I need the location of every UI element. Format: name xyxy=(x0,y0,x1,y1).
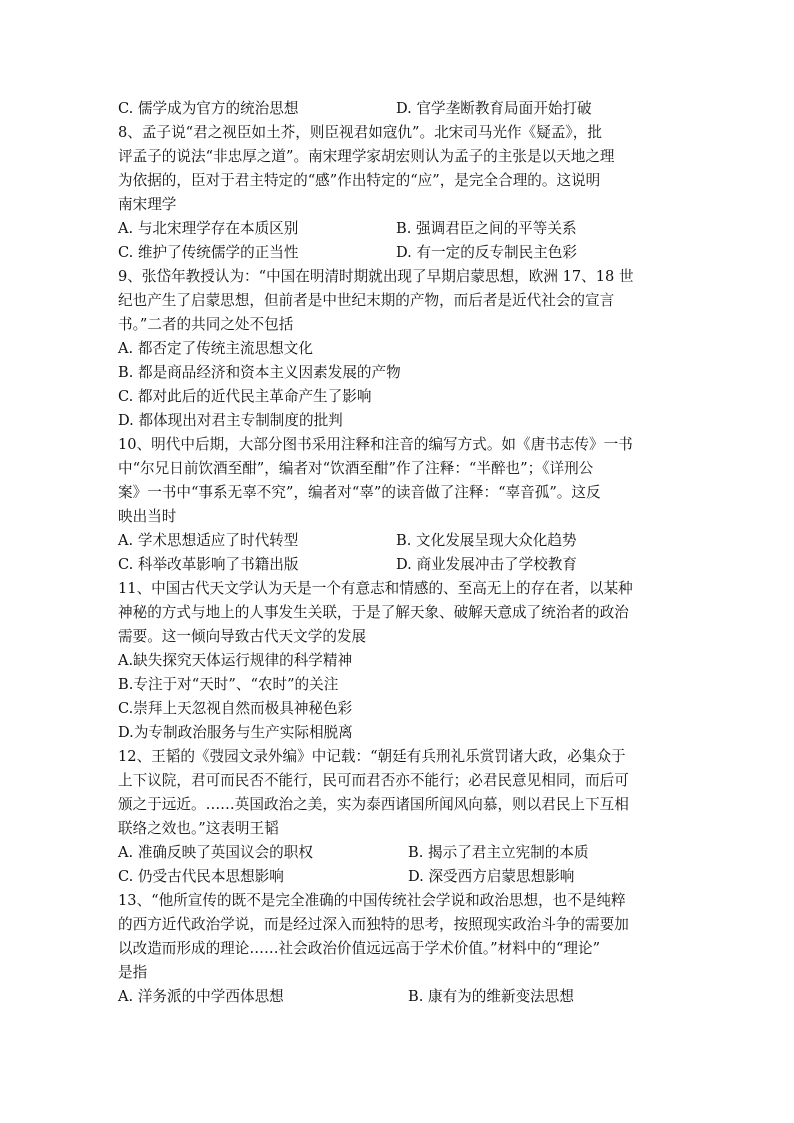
q12-option-a[interactable]: A. 准确反映了英国议会的职权 xyxy=(118,844,313,861)
q8-option-b[interactable]: B. 强调君臣之间的平等关系 xyxy=(396,220,577,237)
q13-stem-line: 的西方近代政治学说，而是经过深入而独特的思考，按照现实政治斗争的需要加 xyxy=(118,916,629,933)
q9-option-b[interactable]: B. 都是商品经济和资本主义因素发展的产物 xyxy=(118,364,401,381)
q7-option-c[interactable]: C. 儒学成为官方的统治思想 xyxy=(118,100,299,117)
q9-stem-line: 9、张岱年教授认为：“中国在明清时期就出现了早期启蒙思想，欧洲 17、18 世 xyxy=(118,268,634,285)
q10-stem-line: 案》一书中“事系无辜不究”，编者对“辜”的读音做了注释：“辜音孤”。这反 xyxy=(118,484,601,501)
q9-option-d[interactable]: D. 都体现出对君主专制制度的批判 xyxy=(118,412,343,429)
q12-stem-line: 联络之效也。”这表明王韬 xyxy=(118,820,279,837)
q8-option-a[interactable]: A. 与北宋理学存在本质区别 xyxy=(118,220,299,237)
q8-option-c[interactable]: C. 维护了传统儒学的正当性 xyxy=(118,244,299,261)
q8-options-row-ab xyxy=(118,217,678,241)
q9-stem-line: 纪也产生了启蒙思想，但前者是中世纪末期的产物，而后者是近代社会的宣言 xyxy=(118,292,615,309)
q8-stem-line: 南宋理学 xyxy=(118,196,177,213)
q10-stem-line: 映出当时 xyxy=(118,508,177,525)
question-12 xyxy=(118,745,678,889)
q11-option-a[interactable]: A.缺失探究天体运行规律的科学精神 xyxy=(118,652,353,669)
q8-stem-line: 为依据的，臣对于君主特定的“感”作出特定的“应”，是完全合理的。这说明 xyxy=(118,172,601,189)
q7-options-row-cd xyxy=(118,97,678,121)
q10-stem-line: 10、明代中后期，大部分图书采用注释和注音的编写方式。如《唐书志传》一书 xyxy=(118,436,633,453)
q12-option-d[interactable]: D. 深受西方启蒙思想影响 xyxy=(408,868,575,885)
q13-options-row-ab xyxy=(118,985,678,1009)
q11-option-c[interactable]: C.崇拜上天忽视自然而极具神秘色彩 xyxy=(118,700,353,717)
q10-options-row-ab xyxy=(118,529,678,553)
q12-option-b[interactable]: B. 揭示了君主立宪制的本质 xyxy=(408,844,589,861)
q12-option-c[interactable]: C. 仍受古代民本思想影响 xyxy=(118,868,284,885)
q13-stem-line: 13、“他所宣传的既不是完全准确的中国传统社会学说和政治思想，也不是纯粹 xyxy=(118,892,626,909)
question-11 xyxy=(118,577,678,745)
q10-stem-line: 中“尔兄日前饮酒至酣”，编者对“饮酒至酣”作了注释：“半醉也”；《详刑公 xyxy=(118,460,594,477)
q10-option-c[interactable]: C. 科举改革影响了书籍出版 xyxy=(118,556,299,573)
question-list xyxy=(118,97,678,1009)
q8-stem-line: 8、孟子说“君之视臣如土芥，则臣视君如寇仇”。北宋司马光作《疑孟》，批 xyxy=(118,124,602,141)
q10-option-a[interactable]: A. 学术思想适应了时代转型 xyxy=(118,532,299,549)
question-13 xyxy=(118,889,678,1009)
q7-option-d[interactable]: D. 官学垄断教育局面开始打破 xyxy=(396,100,592,117)
q10-option-b[interactable]: B. 文化发展呈现大众化趋势 xyxy=(396,532,577,549)
q9-stem-line: 书。”二者的共同之处不包括 xyxy=(118,316,294,333)
q13-option-b[interactable]: B. 康有为的维新变法思想 xyxy=(408,988,574,1005)
q10-option-d[interactable]: D. 商业发展冲击了学校教育 xyxy=(396,556,577,573)
q9-option-c[interactable]: C. 都对此后的近代民主革命产生了影响 xyxy=(118,388,372,405)
q11-option-b[interactable]: B.专注于对“天时”、“农时”的关注 xyxy=(118,676,339,693)
q12-options-row-ab xyxy=(118,841,678,865)
q9-option-a[interactable]: A. 都否定了传统主流思想文化 xyxy=(118,340,313,357)
question-8 xyxy=(118,121,678,265)
q13-stem-line: 以改造而形成的理论……社会政治价值远远高于学术价值。”材料中的“理论” xyxy=(118,940,601,957)
q11-option-d[interactable]: D.为专制政治服务与生产实际相脱离 xyxy=(118,724,353,741)
q12-stem-line: 颁之于远近。……英国政治之美，实为泰西诸国所闻风向慕，则以君民上下互相 xyxy=(118,796,629,813)
q11-stem-line: 11、中国古代天文学认为天是一个有意志和情感的、至高无上的存在者，以某种 xyxy=(118,580,633,597)
question-10 xyxy=(118,433,678,577)
q8-option-d[interactable]: D. 有一定的反专制民主色彩 xyxy=(396,244,577,261)
q13-stem-line: 是指 xyxy=(118,964,148,981)
q12-stem-line: 上下议院，君可而民否不能行，民可而君否亦不能行；必君民意见相同，而后可 xyxy=(118,772,629,789)
q11-stem-line: 需要。这一倾向导致古代天文学的发展 xyxy=(118,628,367,645)
q13-option-a[interactable]: A. 洋务派的中学西体思想 xyxy=(118,988,284,1005)
question-9 xyxy=(118,265,678,433)
q8-stem-line: 评孟子的说法“非忠厚之道”。南宋理学家胡宏则认为孟子的主张是以天地之理 xyxy=(118,148,615,165)
q12-stem-line: 12、王韬的《弢园文录外编》中记载：“朝廷有兵刑礼乐赏罚诸大政，必集众于 xyxy=(118,748,626,765)
q10-options-row-cd xyxy=(118,553,678,577)
q12-options-row-cd xyxy=(118,865,678,889)
q11-stem-line: 神秘的方式与地上的人事发生关联，于是了解天象、破解天意成了统治者的政治 xyxy=(118,604,629,621)
q8-options-row-cd xyxy=(118,241,678,265)
